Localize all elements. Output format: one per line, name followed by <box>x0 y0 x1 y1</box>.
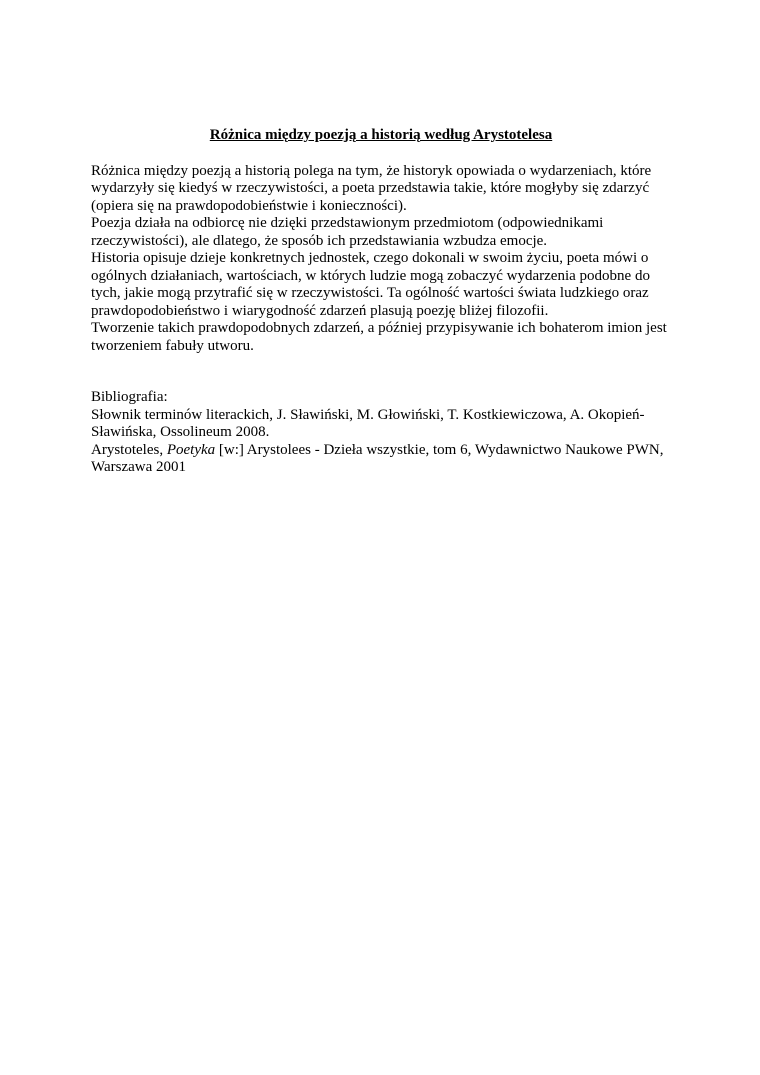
bibliography-heading: Bibliografia: <box>91 389 168 405</box>
document-title: Różnica między poezją a historią według Arystotelesa <box>209 127 553 143</box>
bibliography-entry-1: Słownik terminów literackich, J. Sławiński, M. Głowiński, T. Kostkiewiczowa, A. Okopień-Sławińska, Ossolineum 2008. <box>91 406 645 440</box>
bibliography-entry-2-title: Poetyka <box>166 441 216 458</box>
bibliography-entry-2-prefix: Arystoteles, <box>91 441 167 458</box>
paragraph-2: Poezja działa na odbiorcę nie dzięki przedstawionym przedmiotom (odpowiednikami rzeczywistości), ale dlatego, że sposób ich przedstawiania wzbudza emocje. <box>91 215 604 249</box>
bibliography-entry-2-suffix: [w:] Arystolees - Dzieła wszystkie, tom 6, Wydawnictwo Naukowe PWN, Warszawa 2001 <box>91 441 664 475</box>
paragraph-1: Różnica między poezją a historią polega na tym, że historyk opowiada o wydarzeniach, które wydarzyły się kiedyś w rzeczywistości, a poeta przedstawia takie, które mogłyby się zdarzyć (opiera się na prawdopodobieństwie i konieczności). <box>91 162 652 214</box>
paragraph-3: Historia opisuje dzieje konkretnych jednostek, czego dokonali w swoim życiu, poeta mówi o ogólnych działaniach, wartościach, w których ludzie mogą zobaczyć wydarzenia podobne do tych, jakie mogą przytrafić się w rzeczywistości. Ta ogólność wartości świata ludzkiego oraz prawdopodobieństwo i wiarygodność zdarzeń plasują poezję bliżej filozofii. <box>91 250 650 319</box>
bibliography-entry-2 <box>91 442 671 477</box>
paragraph-4: Tworzenie takich prawdopodobnych zdarzeń, a później przypisywanie ich bohaterom imion jest tworzeniem fabuły utworu. <box>91 320 667 354</box>
document-body <box>91 127 671 477</box>
